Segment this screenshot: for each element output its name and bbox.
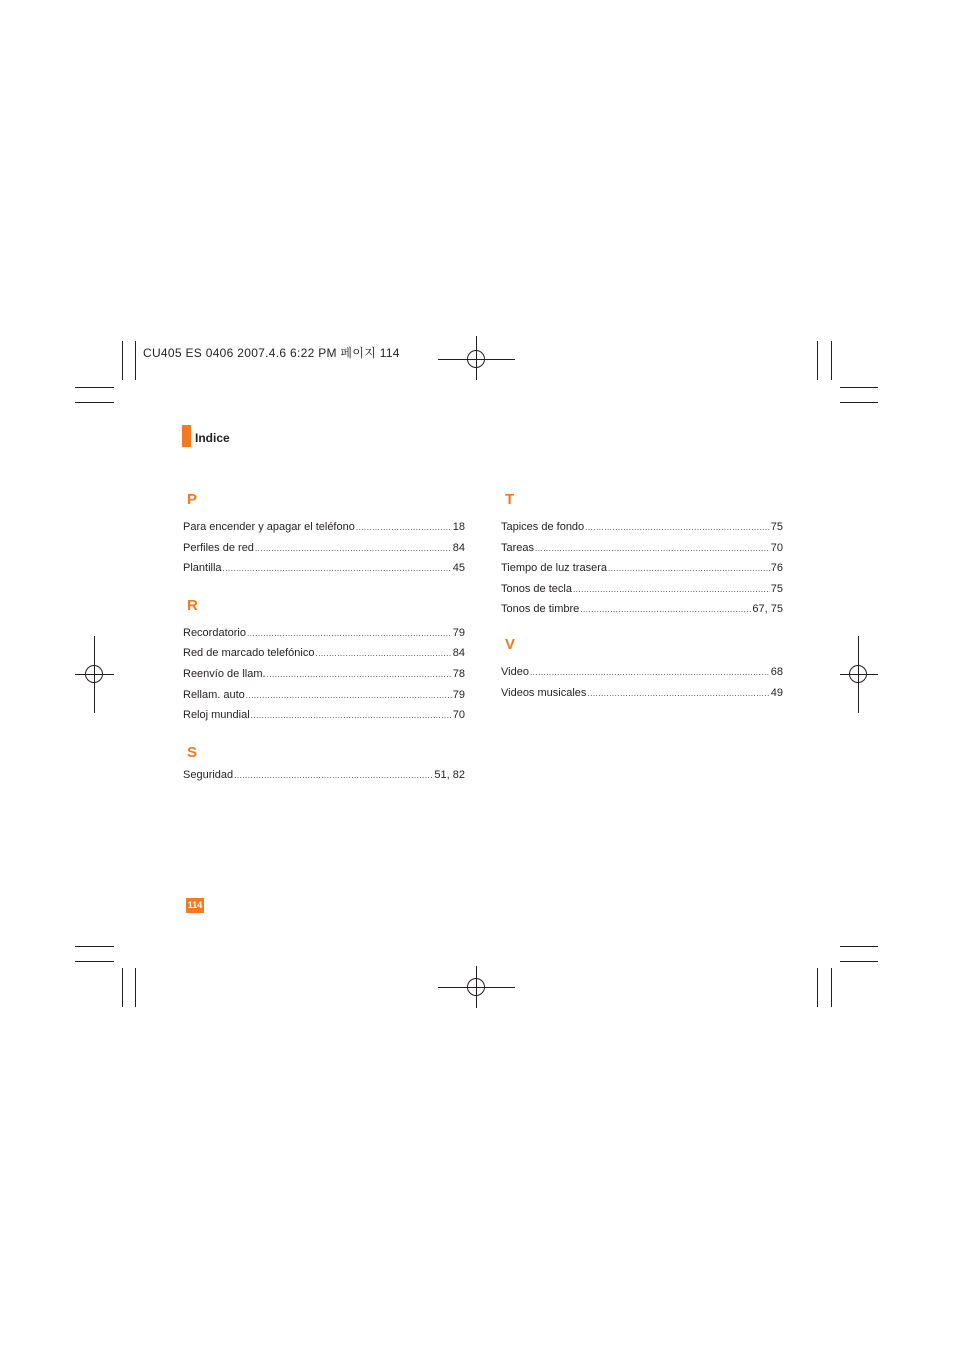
index-term: Red de marcado telefónico [183,647,315,660]
index-page: 51, 82 [434,768,465,781]
leader-dots [573,580,770,600]
index-term: Seguridad [183,768,234,781]
index-term: Videos musicales [501,686,587,699]
index-term: Tonos de timbre [501,603,580,616]
index-term: Rellam. auto [183,688,245,701]
index-page: 79 [452,626,465,639]
index-page: 75 [770,521,783,533]
index-term: Recordatorio [183,626,246,639]
index-page: 70 [770,541,783,554]
leader-dots [530,663,770,683]
index-page: 18 [452,521,465,533]
index-term: Reloj mundial [183,709,250,722]
leader-dots [255,539,452,559]
index-term: Reenvío de llam. [183,667,266,680]
index-letter: S [187,743,198,761]
index-entry [501,683,783,704]
index-term: Tapices de fondo [501,521,585,533]
leader-dots [535,539,770,559]
index-page: 75 [770,582,783,595]
print-slug: CU405 ES 0406 2007.4.6 6:22 PM 페이지 114 [143,346,400,360]
index-entry [501,517,783,538]
index-page: 45 [452,562,465,575]
index-group-r [183,596,465,726]
index-entry [183,664,465,685]
index-entry [501,579,783,600]
index-entry [183,558,465,579]
index-term: Plantilla [183,562,222,575]
index-page: 84 [452,541,465,554]
index-entry [501,558,783,579]
index-term: Tiempo de luz trasera [501,562,607,575]
section-title: Indice [195,431,230,445]
index-letter: V [505,635,516,653]
leader-dots [585,518,770,538]
index-entry [501,662,783,683]
index-term: Tareas [501,541,535,554]
index-entry [183,685,465,706]
index-entry [183,765,465,786]
index-group-t [501,490,783,620]
index-column-right [501,490,783,720]
index-term: Perfiles de red [183,541,254,554]
index-group-v [501,635,783,703]
index-page: 76 [770,562,783,575]
page-number-badge: 114 [186,898,204,913]
index-page: 67, 75 [752,603,783,616]
index-page: 70 [452,709,465,722]
leader-dots [246,686,452,706]
index-entry [183,538,465,559]
leader-dots [356,518,452,538]
index-term: Tonos de tecla [501,582,572,595]
leader-dots [234,766,433,786]
index-entry [501,538,783,559]
index-page: 78 [452,667,465,680]
index-group-p [183,490,465,579]
index-entry [183,705,465,726]
index-term: Para encender y apagar el teléfono [183,521,355,533]
index-entry [183,517,465,538]
index-page: 79 [452,688,465,701]
index-column-left [183,490,465,797]
leader-dots [247,624,452,644]
leader-dots [608,559,770,579]
index-entry [183,643,465,664]
index-letter: T [505,491,515,508]
index-page: 84 [452,647,465,660]
leader-dots [223,559,452,579]
leader-dots [587,684,769,704]
index-page: 68 [770,665,783,678]
section-tab-marker [182,425,191,447]
index-term: Video [501,665,529,678]
index-entry [183,623,465,644]
leader-dots [315,644,451,664]
index-letter: P [187,491,198,508]
index-entry [501,599,783,620]
leader-dots [580,600,751,620]
leader-dots [251,706,452,726]
index-letter: R [187,596,198,614]
index-group-s [183,743,465,786]
leader-dots [267,665,452,685]
index-page: 49 [770,686,783,699]
